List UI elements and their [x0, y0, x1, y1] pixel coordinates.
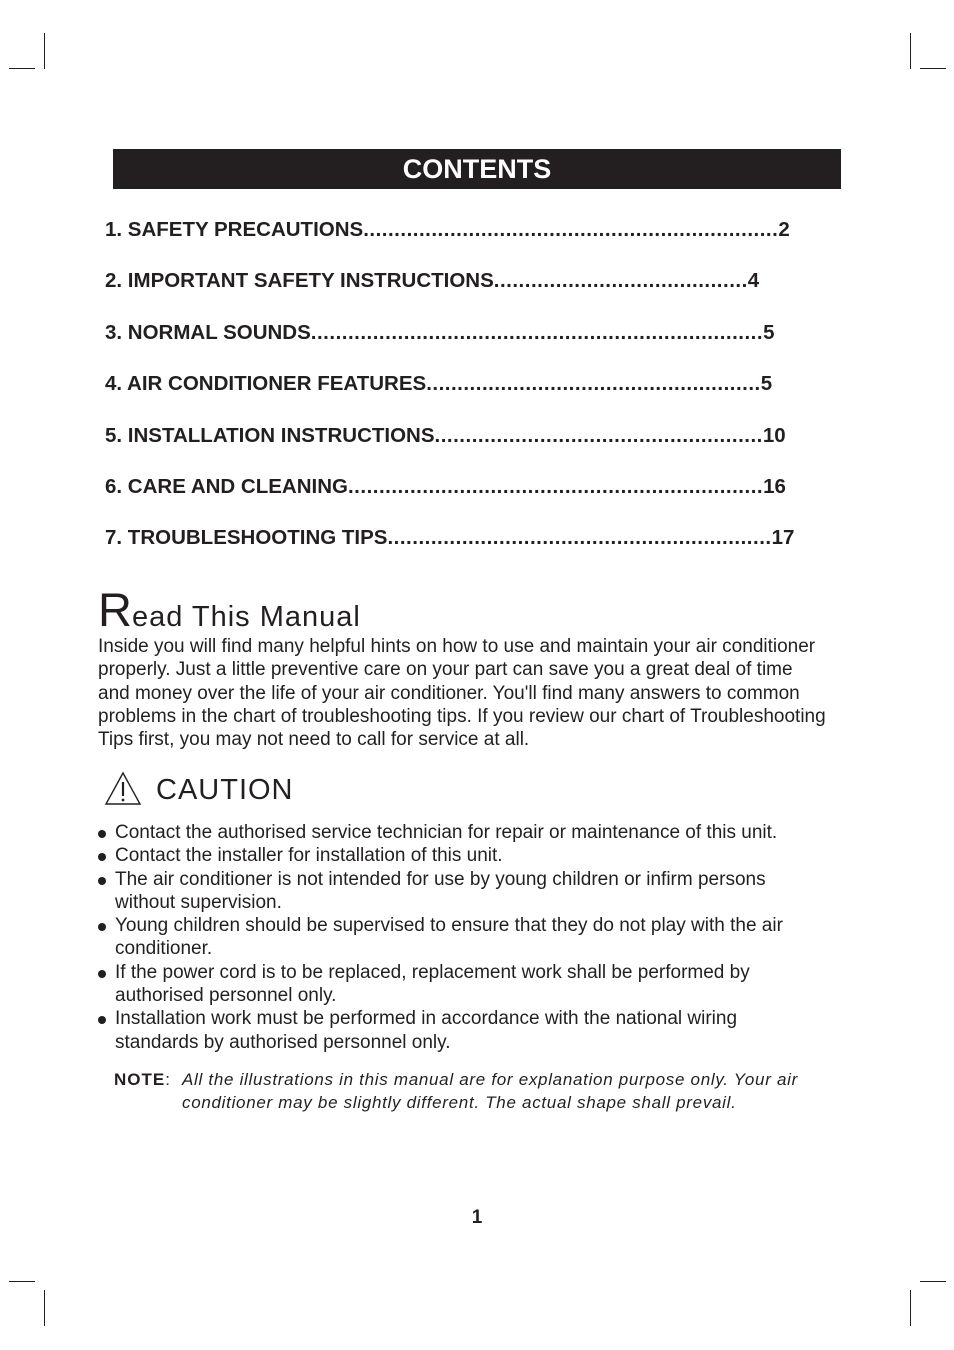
list-item: [97, 821, 887, 844]
caution-item-text: Installation work must be performed in accordance with the national wiring standards by authorised personnel only.: [115, 1008, 738, 1053]
caution-item-text: Contact the installer for installation of this unit.: [115, 845, 503, 867]
bullet-icon: [98, 970, 106, 978]
toc-entry[interactable]: [105, 475, 845, 526]
bullet-icon: [98, 830, 106, 838]
list-item: [97, 1007, 887, 1054]
read-manual-heading: [98, 582, 361, 637]
crop-mark: [910, 1290, 911, 1326]
table-of-contents: [105, 218, 845, 578]
bullet-icon: [98, 877, 106, 885]
caution-list: [97, 821, 887, 1054]
toc-entry-title: 5. INSTALLATION INSTRUCTIONS: [105, 423, 435, 447]
toc-leader-dots: ......................................................: [426, 372, 761, 396]
crop-mark: [920, 1281, 946, 1282]
contents-header: CONTENTS: [113, 149, 841, 189]
page-number: 1: [471, 1207, 483, 1228]
caution-heading: CAUTION: [156, 774, 294, 806]
note-text: All the illustrations in this manual are for explanation purpose only. Your air conditioner may be slightly different. The actual shape shall prevail.: [182, 1070, 798, 1112]
toc-entry-title: 3. NORMAL SOUNDS: [105, 320, 311, 344]
toc-entry[interactable]: [105, 372, 845, 423]
toc-leader-dots: .........................................: [493, 269, 748, 293]
note-label-text: NOTE: [114, 1070, 166, 1089]
caution-item-text: Contact the authorised service technician for repair or maintenance of this unit.: [115, 822, 778, 843]
toc-entry-title: 6. CARE AND CLEANING: [105, 474, 348, 498]
caution-item-text: Young children should be supervised to ensure that they do not play with the air conditioner.: [115, 915, 783, 960]
toc-leader-dots: ...................................................................: [363, 218, 779, 241]
toc-entry-title: 4. AIR CONDITIONER FEATURES: [105, 372, 427, 396]
crop-mark: [44, 33, 45, 69]
warning-triangle-icon: [104, 771, 142, 806]
toc-entry[interactable]: [105, 321, 845, 372]
toc-entry-title: 2. IMPORTANT SAFETY INSTRUCTIONS: [105, 269, 494, 293]
toc-entry-page: 4: [747, 269, 760, 293]
toc-entry-page: 10: [762, 423, 786, 447]
crop-mark: [44, 1290, 45, 1326]
toc-leader-dots: .....................................................: [434, 423, 763, 447]
list-item: [97, 961, 887, 1008]
read-manual-drop-cap: R: [98, 583, 132, 636]
caution-item-text: The air conditioner is not intended for use by young children or infirm persons without supervision.: [115, 868, 766, 913]
crop-mark: [9, 1281, 35, 1282]
toc-entry[interactable]: [105, 218, 845, 269]
toc-entry[interactable]: [105, 424, 845, 475]
crop-mark: [9, 68, 35, 69]
toc-entry-title: 1. SAFETY PRECAUTIONS: [105, 218, 364, 241]
note-separator: :: [165, 1070, 171, 1089]
toc-entry-page: 16: [763, 474, 786, 498]
toc-entry-page: 17: [771, 526, 795, 550]
toc-entry-page: 5: [763, 320, 775, 344]
read-manual-heading-rest: ead This Manual: [131, 601, 361, 633]
toc-entry[interactable]: [105, 269, 845, 320]
toc-entry-page: 2: [778, 218, 790, 241]
toc-entry-page: 5: [760, 372, 773, 396]
list-item: [97, 844, 887, 867]
bullet-icon: [98, 1016, 106, 1024]
bullet-icon: [98, 853, 106, 861]
crop-mark: [920, 68, 946, 69]
toc-entry-title: 7. TROUBLESHOOTING TIPS: [105, 526, 388, 550]
toc-leader-dots: .........................................................................: [310, 320, 764, 344]
toc-leader-dots: ..............................................................: [387, 526, 772, 550]
caution-item-text: If the power cord is to be replaced, replacement work shall be performed by authorised personnel only.: [115, 961, 750, 1007]
bullet-icon: [98, 923, 106, 931]
read-manual-body: Inside you will find many helpful hints on how to use and maintain your air conditioner properly. Just a little preventive care on your part can save you a great deal of time and money over the life of your air conditioner. You'll find many answers to common problems in the chart of troubleshooting tips. If you review our chart of Troubleshooting Tips first, you may not need to call for service at all.: [98, 636, 826, 751]
toc-leader-dots: ...................................................................: [347, 474, 764, 498]
toc-entry[interactable]: [105, 526, 845, 577]
note-label: [114, 1069, 171, 1092]
list-item: [97, 914, 887, 961]
crop-mark: [910, 33, 911, 69]
list-item: [97, 868, 887, 915]
